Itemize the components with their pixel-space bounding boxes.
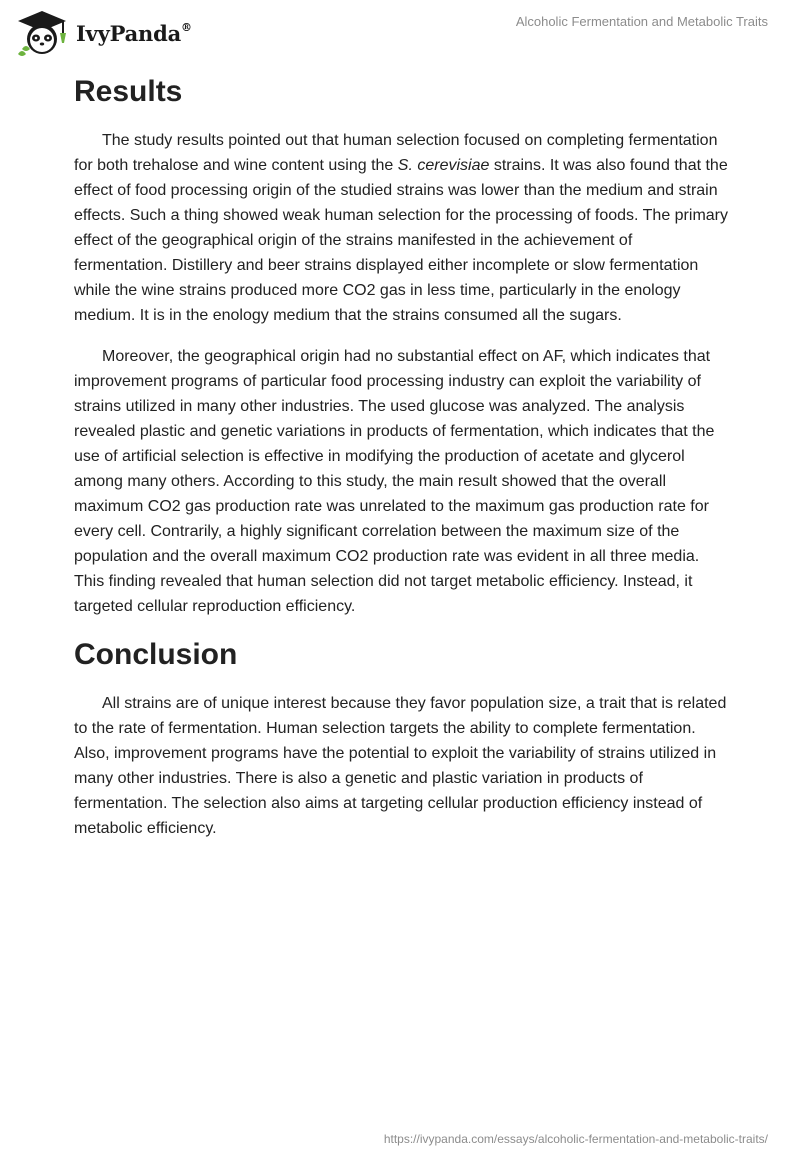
conclusion-paragraph-1: All strains are of unique interest because they favor population size, a trait that is related to the rate of fermentation. Human selection targets the ability to complete fermentation. Also, improvement programs have the potential to exploit the variability of strains utilized in many other industries. There is also a genetic and plastic variation in products of fermentation. The selection also aims at targeting cellular production efficiency instead of metabolic efficiency. <box>74 695 727 837</box>
results-p1-text-after: strains. It was also found that the effect of food processing origin of the studied strains was lower than the medium and strain effects. Such a thing showed weak human selection for the processing of foods. The primary effect of the geographical origin of the strains manifested in the achievement of fermentation. Distillery and beer strains displayed either incomplete or slow fermentation while the wine strains produced more CO2 gas in less time, particularly in the enology medium. It is in the enology medium that the strains consumed all the sugars. <box>74 157 728 324</box>
essay-title: Alcoholic Fermentation and Metabolic Traits <box>515 14 768 29</box>
results-paragraph-2: Moreover, the geographical origin had no substantial effect on AF, which indicates that improvement programs of particular food processing industry can exploit the variability of strains utilized in many other industries. The used glucose was analyzed. The analysis revealed plastic and genetic variations in products of fermentation, which indicates that the use of artificial selection is effective in modifying the production of acetate and glycerol among many others. According to this study, the main result showed that the overall maximum CO2 gas production rate was unrelated to the maximum gas production rate for every cell. Contrarily, a highly significant correlation between the maximum size of the population and the overall maximum CO2 production rate was evident in all three media. This finding revealed that human selection did not target metabolic efficiency. Instead, it targeted cellular reproduction efficiency. <box>74 348 715 615</box>
essay-content <box>74 70 730 857</box>
brand-name: IvyPanda® <box>76 20 192 46</box>
species-name: S. cerevisiae <box>397 157 490 174</box>
registered-mark: ® <box>181 20 192 34</box>
results-paragraph-1 <box>74 128 730 328</box>
source-url[interactable]: https://ivypanda.com/essays/alcoholic-fermentation-and-metabolic-traits/ <box>383 1132 768 1146</box>
results-heading: Results <box>74 75 183 108</box>
conclusion-heading: Conclusion <box>74 638 238 671</box>
page-header <box>0 0 800 64</box>
results-p1-text-before: The study results pointed out that human selection focused on completing fermentation for both trehalose and wine content using the <box>74 132 718 174</box>
ivypanda-logo[interactable] <box>16 8 192 58</box>
panda-graduation-cap-icon <box>16 9 68 57</box>
